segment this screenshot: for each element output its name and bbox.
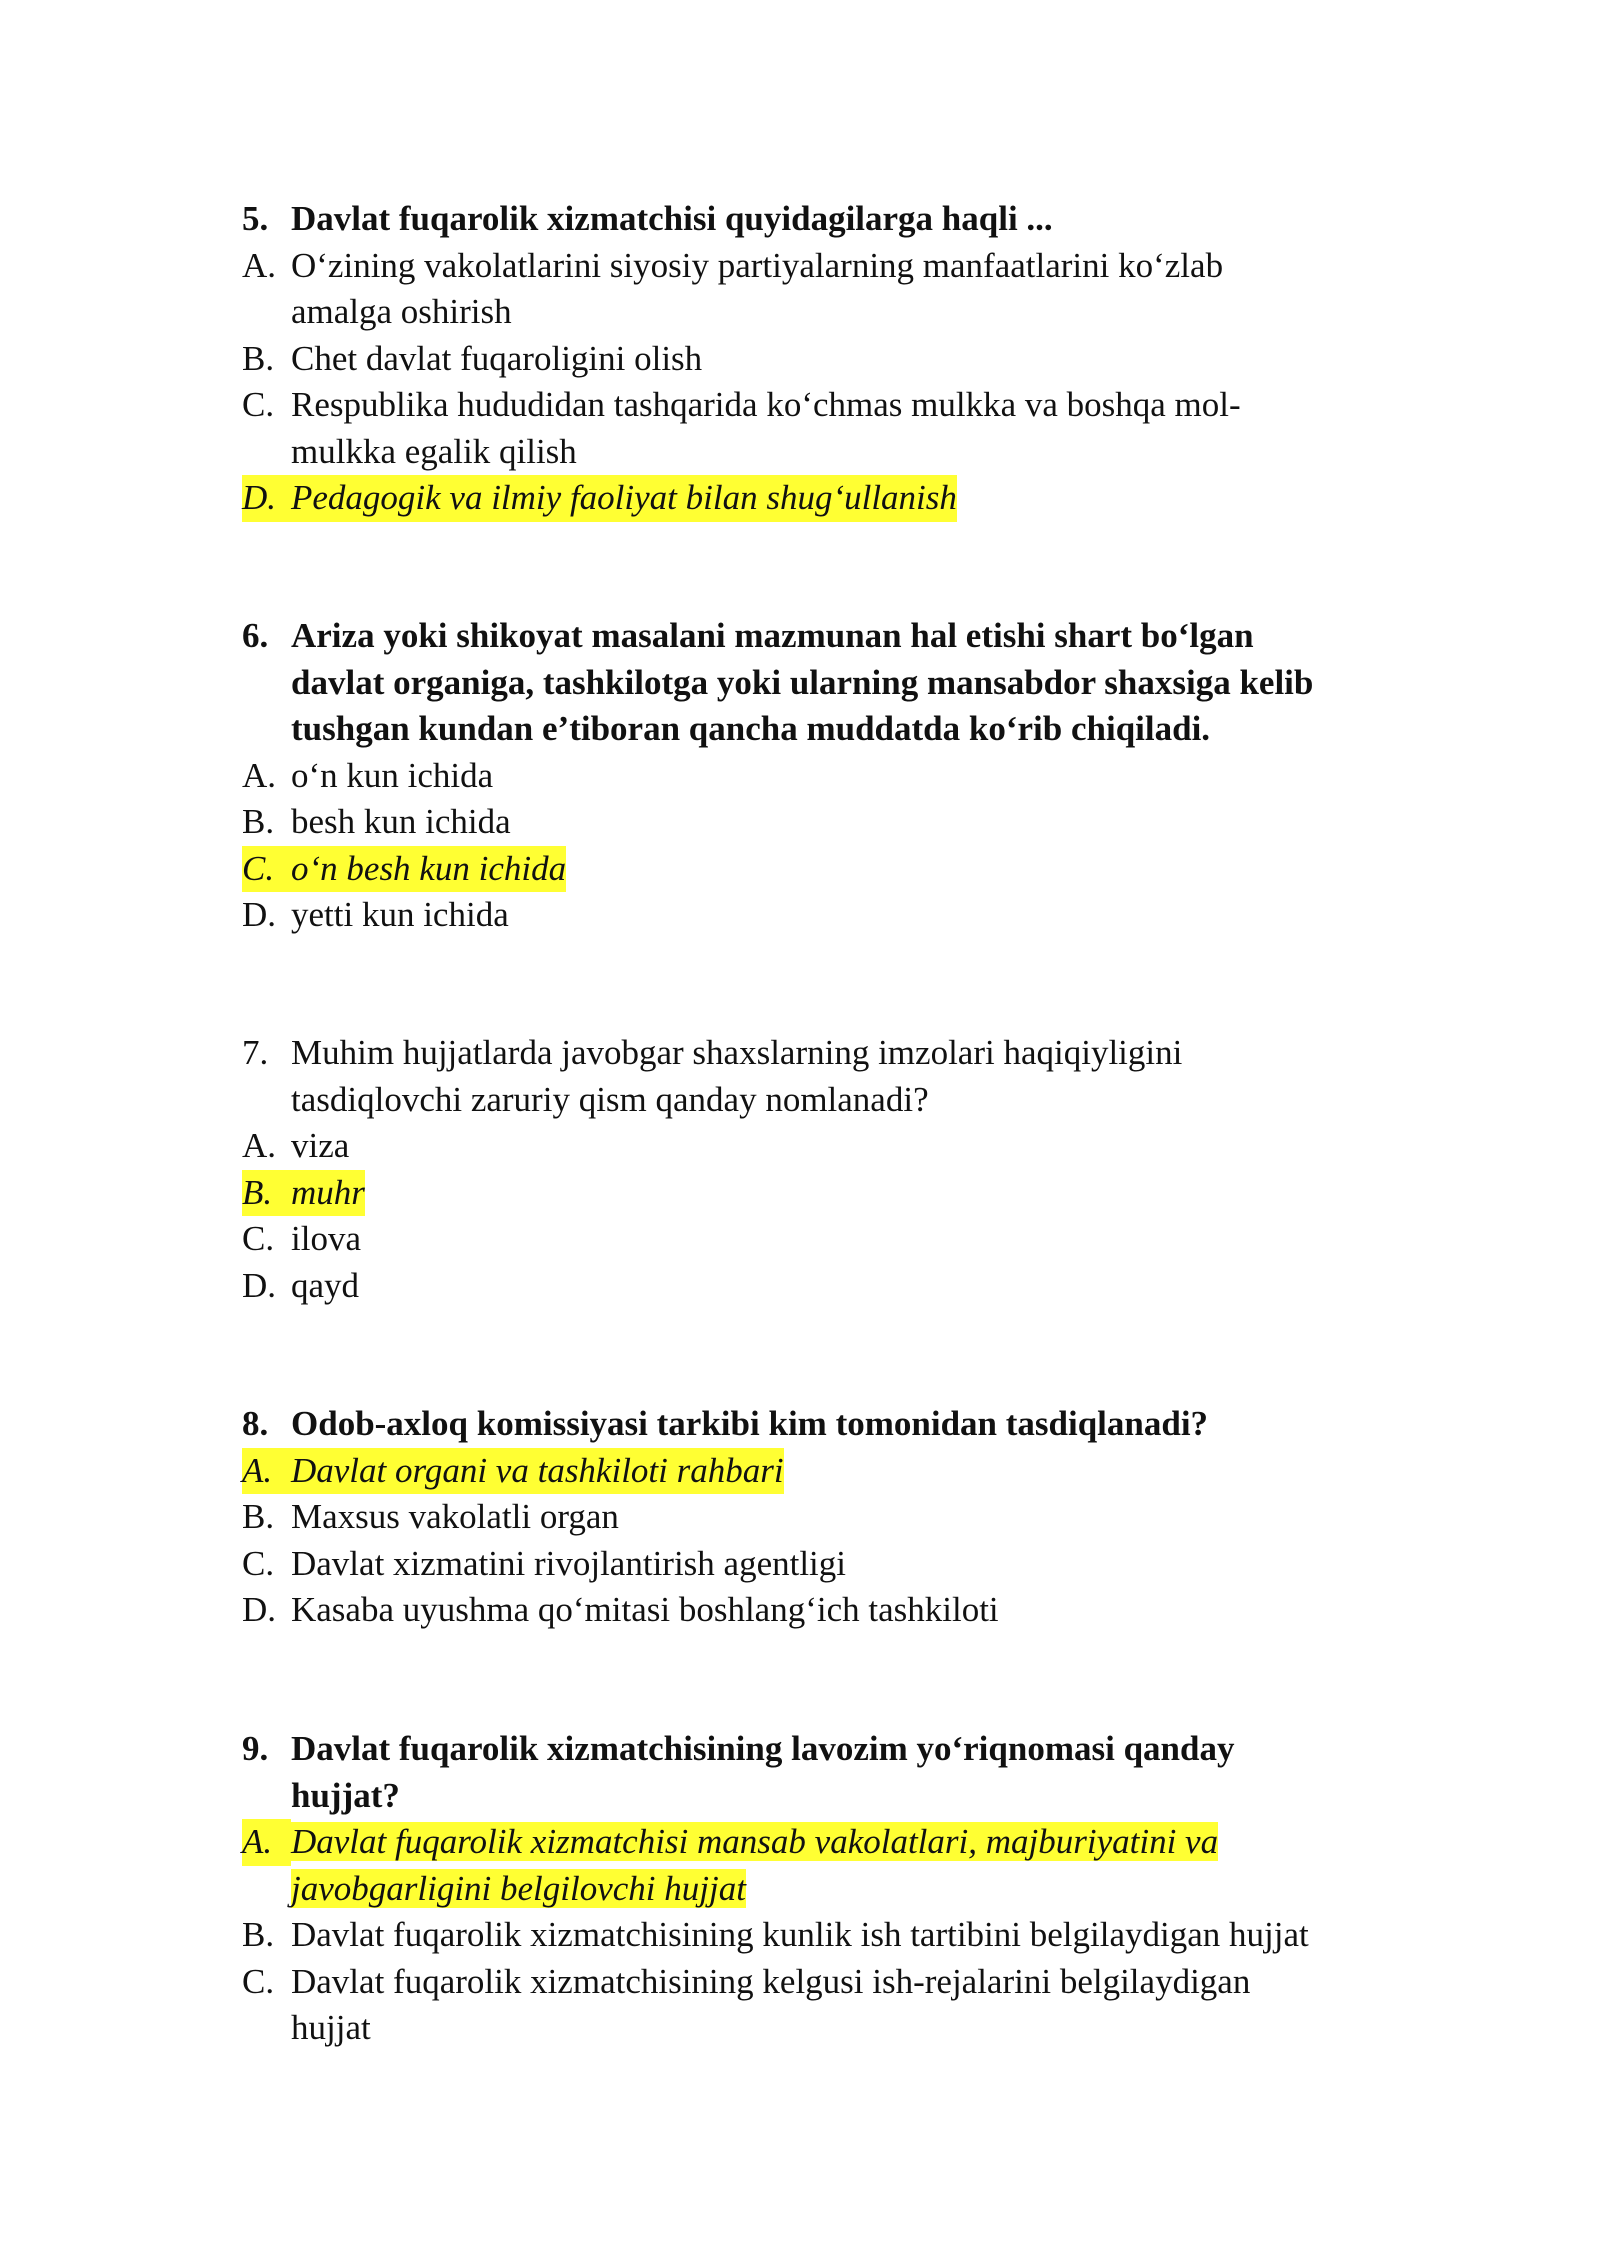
option-letter: B. bbox=[242, 1172, 273, 1212]
option-line: amalga oshirish bbox=[291, 292, 512, 331]
option-letter: A. bbox=[242, 245, 277, 285]
highlighted-answer bbox=[242, 1448, 784, 1495]
question-number: 6. bbox=[242, 616, 269, 655]
option-b bbox=[242, 1494, 1442, 1541]
question-text: Davlat fuqarolik xizmatchisi quyidagilarga haqli ... bbox=[291, 199, 1053, 238]
option-c bbox=[242, 382, 1442, 475]
option-a-correct bbox=[242, 1819, 1442, 1912]
option-c bbox=[242, 1216, 1442, 1263]
option-text: muhr bbox=[291, 1172, 365, 1212]
option-letter: D. bbox=[242, 1265, 277, 1305]
highlighted-answer bbox=[242, 475, 957, 522]
option-letter: C. bbox=[242, 1219, 275, 1258]
option-b bbox=[242, 336, 1442, 383]
option-letter: C. bbox=[242, 1543, 275, 1583]
option-text: besh kun ichida bbox=[291, 802, 511, 841]
option-d-correct bbox=[242, 475, 1442, 522]
question-line: Muhim hujjatlarda javobgar shaxslarning imzolari haqiqiyligini bbox=[291, 1033, 1183, 1072]
option-b bbox=[242, 799, 1442, 846]
highlighted-answer-line: Davlat fuqarolik xizmatchisi mansab vakolatlari, majburiyatini va bbox=[291, 1822, 1219, 1861]
option-text: Chet davlat fuqaroligini olish bbox=[291, 338, 703, 378]
question-5 bbox=[242, 196, 1442, 522]
question-line: tasdiqlovchi zaruriy qism qanday nomlanadi? bbox=[291, 1079, 929, 1119]
option-text: viza bbox=[291, 1126, 350, 1165]
option-d bbox=[242, 1263, 1442, 1310]
highlighted-answer bbox=[242, 846, 566, 893]
option-letter: B. bbox=[242, 802, 275, 841]
option-c bbox=[242, 1541, 1442, 1588]
question-title bbox=[242, 1401, 1442, 1448]
question-line: davlat organiga, tashkilotga yoki ularning mansabdor shaxsiga kelib bbox=[291, 662, 1314, 702]
option-text: Pedagogik va ilmiy faoliyat bilan shug‘ullanish bbox=[291, 478, 957, 517]
option-letter: A. bbox=[242, 1450, 273, 1490]
question-line: Davlat fuqarolik xizmatchisining lavozim yo‘riqnomasi qanday bbox=[291, 1729, 1235, 1768]
option-letter: D. bbox=[242, 895, 277, 934]
option-letter: C. bbox=[242, 385, 275, 424]
option-text: Davlat organi va tashkiloti rahbari bbox=[291, 1450, 784, 1490]
option-d bbox=[242, 892, 1442, 939]
question-text bbox=[291, 613, 1442, 753]
question-number: 9. bbox=[242, 1729, 269, 1768]
question-title bbox=[242, 1030, 1442, 1123]
option-text: Davlat xizmatini rivojlantirish agentligi bbox=[291, 1543, 847, 1583]
option-text: yetti kun ichida bbox=[291, 895, 509, 934]
option-b-correct bbox=[242, 1170, 1442, 1217]
option-letter: A. bbox=[242, 1819, 291, 1866]
option-line: Respublika hududidan tashqarida ko‘chmas mulkka va boshqa mol- bbox=[291, 385, 1241, 424]
option-text bbox=[291, 382, 1442, 475]
option-letter: A. bbox=[242, 1126, 277, 1165]
option-letter: A. bbox=[242, 755, 277, 795]
option-text: Davlat fuqarolik xizmatchisining kunlik ish tartibini belgilaydigan hujjat bbox=[291, 1915, 1309, 1954]
option-line: Davlat fuqarolik xizmatchisining kelgusi ish-rejalarini belgilaydigan bbox=[291, 1961, 1251, 2001]
question-title bbox=[242, 613, 1442, 753]
option-text bbox=[291, 1959, 1442, 2052]
question-9 bbox=[242, 1726, 1442, 2052]
question-line: tushgan kundan e’tiboran qancha muddatda ko‘rib chiqiladi. bbox=[291, 709, 1211, 748]
question-8 bbox=[242, 1401, 1442, 1634]
option-b bbox=[242, 1912, 1442, 1959]
option-text: o‘n besh kun ichida bbox=[291, 848, 567, 888]
option-text: ilova bbox=[291, 1219, 361, 1258]
option-text: qayd bbox=[291, 1265, 360, 1305]
option-text: Maxsus vakolatli organ bbox=[291, 1497, 619, 1536]
question-text: Odob-axloq komissiyasi tarkibi kim tomonidan tasdiqlanadi? bbox=[291, 1404, 1209, 1443]
option-a bbox=[242, 243, 1442, 336]
option-text bbox=[291, 1819, 1442, 1912]
option-letter: B. bbox=[242, 1915, 275, 1954]
question-6 bbox=[242, 613, 1442, 939]
highlighted-answer bbox=[242, 1170, 365, 1217]
option-d bbox=[242, 1587, 1442, 1634]
option-c bbox=[242, 1959, 1442, 2052]
option-c-correct bbox=[242, 846, 1442, 893]
option-line: hujjat bbox=[291, 2008, 371, 2047]
question-number: 8. bbox=[242, 1404, 269, 1443]
question-text bbox=[291, 1726, 1442, 1819]
option-text: Kasaba uyushma qo‘mitasi boshlang‘ich tashkiloti bbox=[291, 1590, 999, 1629]
option-letter: B. bbox=[242, 1497, 275, 1536]
question-line: hujjat? bbox=[291, 1775, 400, 1815]
question-7 bbox=[242, 1030, 1442, 1309]
question-title bbox=[242, 1726, 1442, 1819]
option-line: O‘zining vakolatlarini siyosiy partiyalarning manfaatlarini ko‘zlab bbox=[291, 245, 1224, 285]
option-a-correct bbox=[242, 1448, 1442, 1495]
option-text bbox=[291, 243, 1442, 336]
highlighted-answer-line: javobgarligini belgilovchi hujjat bbox=[291, 1868, 746, 1908]
question-text bbox=[291, 1030, 1442, 1123]
option-letter: C. bbox=[242, 1961, 275, 2001]
question-title bbox=[242, 196, 1442, 243]
question-line: Ariza yoki shikoyat masalani mazmunan hal etishi shart bo‘lgan bbox=[291, 616, 1254, 655]
question-number: 7. bbox=[242, 1033, 269, 1072]
option-letter: B. bbox=[242, 338, 275, 378]
option-line: mulkka egalik qilish bbox=[291, 431, 577, 471]
option-a bbox=[242, 753, 1442, 800]
option-text: o‘n kun ichida bbox=[291, 755, 494, 795]
option-letter: D. bbox=[242, 478, 277, 517]
option-letter: D. bbox=[242, 1590, 277, 1629]
option-a bbox=[242, 1123, 1442, 1170]
question-number: 5. bbox=[242, 199, 269, 238]
option-letter: C. bbox=[242, 848, 275, 888]
